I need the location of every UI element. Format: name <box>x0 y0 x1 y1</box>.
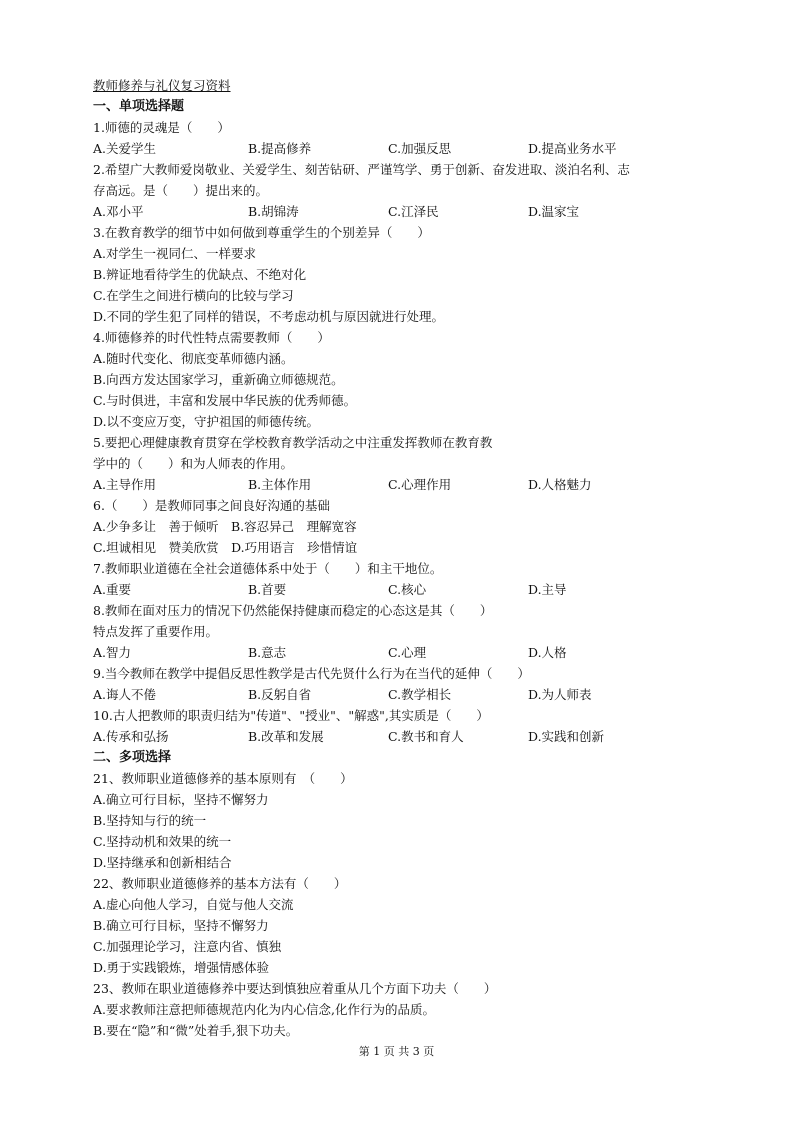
option-d: D.为人师表 <box>528 687 592 702</box>
question-4-option-c: C.与时俱进，丰富和发展中华民族的优秀师德。 <box>93 393 357 408</box>
option-d: D.提高业务水平 <box>528 141 617 156</box>
option-b: B.胡锦涛 <box>248 204 299 219</box>
question-5-stem: 5.要把心理健康教育贯穿在学校教育教学活动之中注重发挥教师在教育教 <box>93 435 493 450</box>
question-4-option-a: A.随时代变化、彻底变革师德内涵。 <box>93 351 294 366</box>
option-c: C.心理 <box>388 645 427 660</box>
option-d: D.主导 <box>528 582 567 597</box>
question-3-option-c: C.在学生之间进行横向的比较与学习 <box>93 288 294 303</box>
document-title: 教师修养与礼仪复习资料 <box>93 78 231 93</box>
question-10-stem: 10.古人把教师的职责归结为"传道"、"授业"、"解惑",其实质是（ ） <box>93 708 489 723</box>
question-4-option-d: D.以不变应万变，守护祖国的师德传统。 <box>93 414 320 429</box>
question-6-options-ab: A.少争多让 善于倾听 B.容忍异己 理解宽容 <box>93 519 357 534</box>
option-a: A.传承和弘扬 <box>93 729 169 744</box>
question-1-stem: 1.师德的灵魂是（ ） <box>93 120 230 135</box>
question-3-option-b: B.辨证地看待学生的优缺点、不绝对化 <box>93 267 307 282</box>
question-3-stem: 3.在教育教学的细节中如何做到尊重学生的个别差异（ ） <box>93 225 430 240</box>
question-23-stem: 23、教师在职业道德修养中要达到慎独应着重从几个方面下功夫（ ） <box>93 981 497 996</box>
option-a: A.主导作用 <box>93 477 157 492</box>
question-8-stem: 8.教师在面对压力的情况下仍然能保持健康而稳定的心态这是其（ ） <box>93 603 493 618</box>
option-c: C.教学相长 <box>388 687 452 702</box>
question-21-option-a: A.确立可行目标，坚持不懈努力 <box>93 792 269 807</box>
question-3-option-a: A.对学生一视同仁、一样要求 <box>93 246 257 261</box>
option-d: D.温家宝 <box>528 204 580 219</box>
question-22-option-d: D.勇于实践锻炼，增强情感体验 <box>93 960 270 975</box>
option-b: B.反躬自省 <box>248 687 312 702</box>
option-a: A.邓小平 <box>93 204 144 219</box>
question-22-option-a: A.虚心向他人学习，自觉与他人交流 <box>93 897 294 912</box>
question-22-option-c: C.加强理论学习，注意内省、慎独 <box>93 939 282 954</box>
option-c: C.加强反思 <box>388 141 452 156</box>
section-heading-multiple-choice: 二、多项选择 <box>93 750 172 765</box>
option-a: A.关爱学生 <box>93 141 157 156</box>
section-heading-single-choice: 一、单项选择题 <box>93 99 185 114</box>
question-7-stem: 7.教师职业道德在全社会道德体系中处于（ ）和主干地位。 <box>93 561 443 576</box>
option-b: B.主体作用 <box>248 477 312 492</box>
question-21-option-b: B.坚持知与行的统一 <box>93 813 207 828</box>
question-6-options-cd: C.坦诚相见 赞美欣赏 D.巧用语言 珍惜情谊 <box>93 540 358 555</box>
question-22-stem: 22、教师职业道德修养的基本方法有（ ） <box>93 876 347 891</box>
option-c: C.江泽民 <box>388 204 439 219</box>
option-a: A.重要 <box>93 582 132 597</box>
option-b: B.改革和发展 <box>248 729 324 744</box>
question-5-stem-cont: 学中的（ ）和为人师表的作用。 <box>93 456 294 471</box>
question-21-stem: 21、教师职业道德修养的基本原则有 （ ） <box>93 771 353 786</box>
option-b: B.首要 <box>248 582 287 597</box>
option-c: C.心理作用 <box>388 477 452 492</box>
question-9-stem: 9.当今教师在教学中提倡反思性教学是古代先贤什么行为在当代的延伸（ ） <box>93 666 530 681</box>
question-23-option-a: A.要求教师注意把师德规范内化为内心信念,化作行为的品质。 <box>93 1002 435 1017</box>
question-21-option-d: D.坚持继承和创新相结合 <box>93 855 232 870</box>
question-4-option-b: B.向西方发达国家学习，重新确立师德规范。 <box>93 372 344 387</box>
question-8-stem-cont: 特点发挥了重要作用。 <box>93 624 219 639</box>
question-2-stem-cont: 存高远。是（ ）提出来的。 <box>93 183 269 198</box>
question-22-option-b: B.确立可行目标，坚持不懈努力 <box>93 918 269 933</box>
option-b: B.提高修养 <box>248 141 312 156</box>
question-2-stem: 2.希望广大教师爱岗敬业、关爱学生、刻苦钻研、严谨笃学、勇于创新、奋发进取、淡泊名利、志 <box>93 162 630 177</box>
question-4-stem: 4.师德修养的时代性特点需要教师（ ） <box>93 330 330 345</box>
question-6-stem: 6.（ ）是教师同事之间良好沟通的基础 <box>93 498 330 513</box>
option-a: A.诲人不倦 <box>93 687 157 702</box>
option-c: C.教书和育人 <box>388 729 464 744</box>
option-d: D.实践和创新 <box>528 729 605 744</box>
option-c: C.核心 <box>388 582 427 597</box>
option-b: B.意志 <box>248 645 287 660</box>
question-21-option-c: C.坚持动机和效果的统一 <box>93 834 232 849</box>
page-footer: 第 1 页 共 3 页 <box>358 1045 435 1058</box>
option-d: D.人格魅力 <box>528 477 592 492</box>
option-a: A.智力 <box>93 645 132 660</box>
question-3-option-d: D.不同的学生犯了同样的错误，不考虑动机与原因就进行处理。 <box>93 309 445 324</box>
question-23-option-b: B.要在“隐”和“微”处着手,狠下功夫。 <box>93 1023 299 1038</box>
option-d: D.人格 <box>528 645 567 660</box>
